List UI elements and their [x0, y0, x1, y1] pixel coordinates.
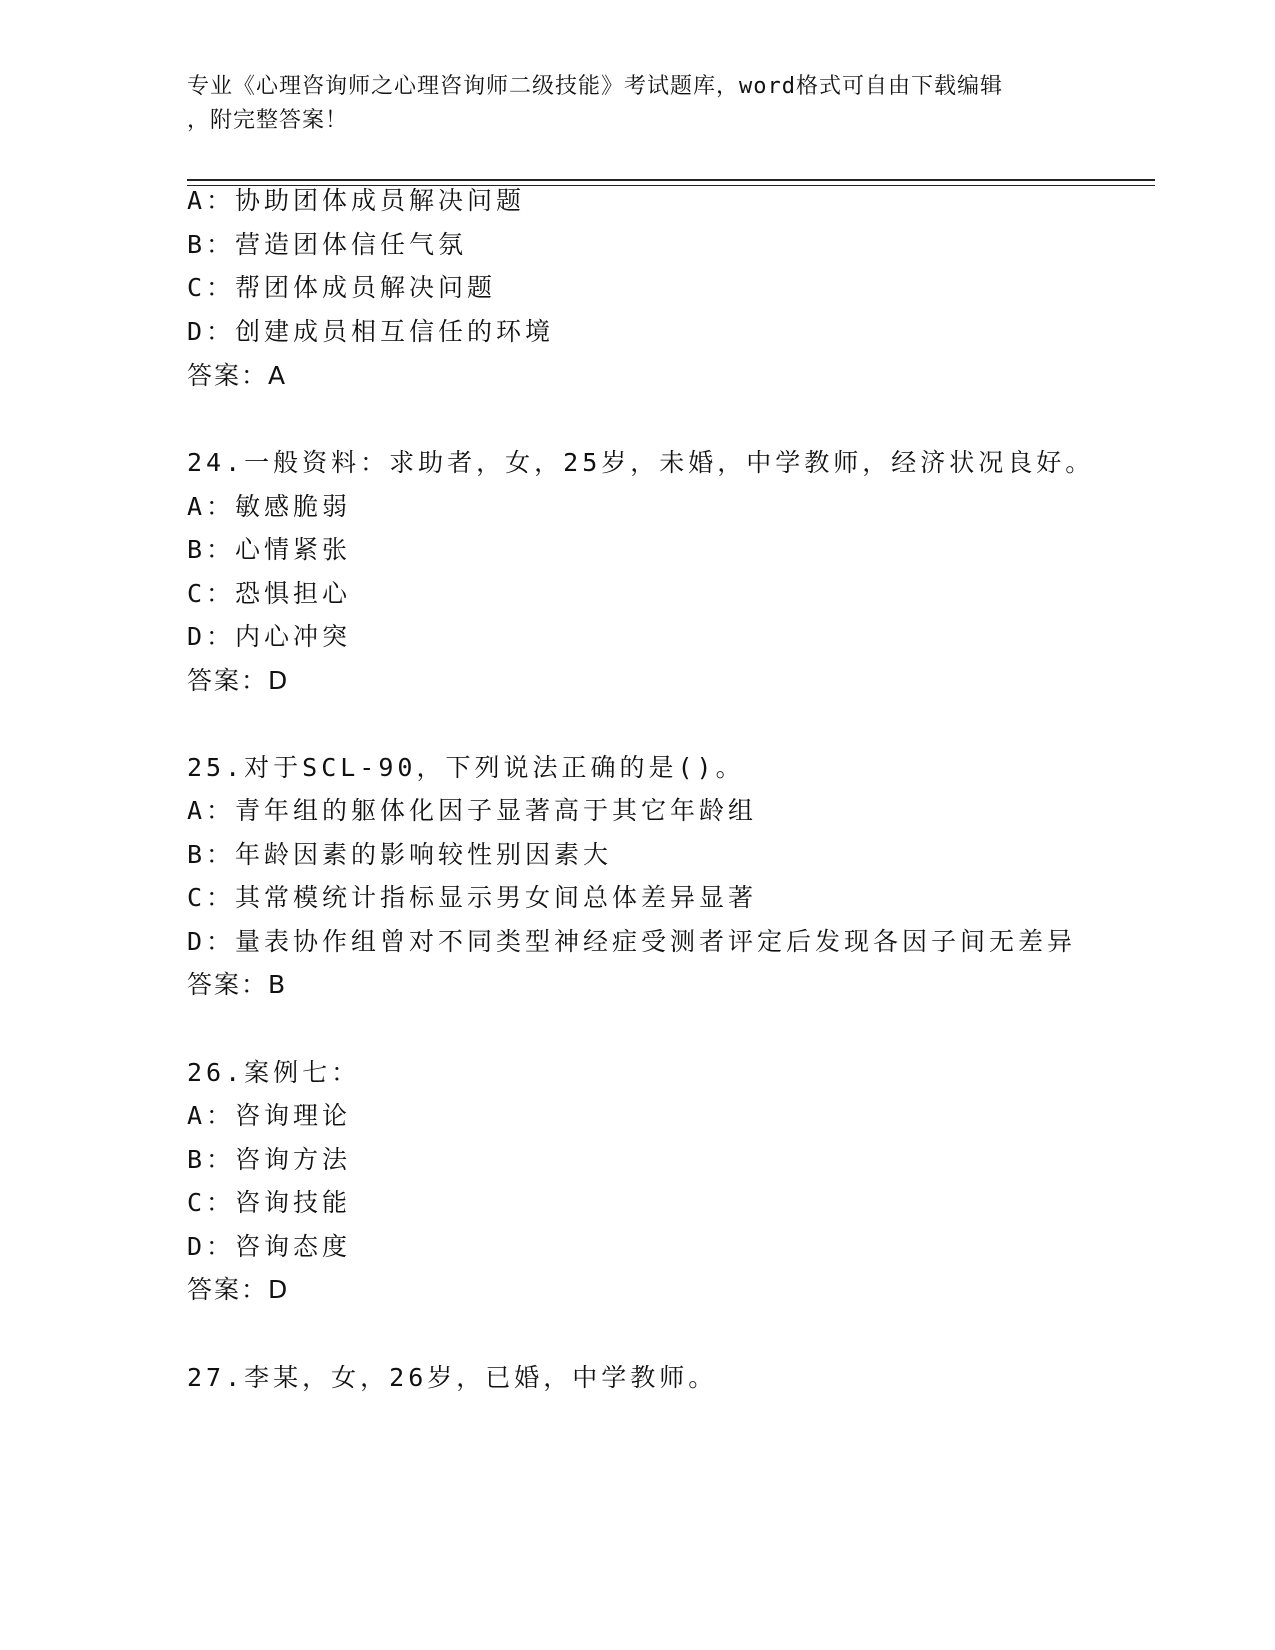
option-a: A：协助团体成员解决问题: [187, 186, 526, 215]
option-c: C：帮团体成员解决问题: [187, 273, 497, 302]
option-d: D：内心冲突: [187, 622, 352, 651]
option-c: C：其常模统计指标显示男女间总体差异显著: [187, 883, 758, 912]
answer-text: 答案：D: [187, 666, 290, 695]
option-a: A：敏感脆弱: [187, 492, 352, 521]
page-header: [187, 70, 1087, 138]
answer-text: 答案：D: [187, 1275, 290, 1304]
question-stem: 24.一般资料：求助者，女，25岁，未婚，中学教师，经济状况良好。: [187, 448, 1095, 477]
option-d: D：创建成员相互信任的环境: [187, 317, 555, 346]
option-c: C：恐惧担心: [187, 579, 352, 608]
question-stem: 27.李某，女，26岁，已婚，中学教师。: [187, 1363, 718, 1392]
option-d: D：咨询态度: [187, 1232, 352, 1261]
option-b: B：年龄因素的影响较性别因素大: [187, 840, 613, 869]
header-title-line: 专业《心理咨询师之心理咨询师二级技能》考试题库，word格式可自由下载编辑: [187, 74, 1003, 99]
header-subtitle-line: ，附完整答案！: [187, 108, 349, 133]
option-b: B：心情紧张: [187, 535, 352, 564]
option-a: A：咨询理论: [187, 1101, 352, 1130]
question-stem: 25.对于SCL-90，下列说法正确的是()。: [187, 753, 745, 782]
answer-text: 答案：A: [187, 361, 288, 390]
option-b: B：营造团体信任气氛: [187, 230, 468, 259]
option-d: D：量表协作组曾对不同类型神经症受测者评定后发现各因子间无差异: [187, 927, 1077, 956]
header-divider: [187, 179, 1155, 186]
option-b: B：咨询方法: [187, 1145, 352, 1174]
question-stem: 26.案例七：: [187, 1058, 361, 1087]
option-c: C：咨询技能: [187, 1188, 352, 1217]
answer-text: 答案：B: [187, 970, 288, 999]
option-a: A：青年组的躯体化因子显著高于其它年龄组: [187, 796, 758, 825]
